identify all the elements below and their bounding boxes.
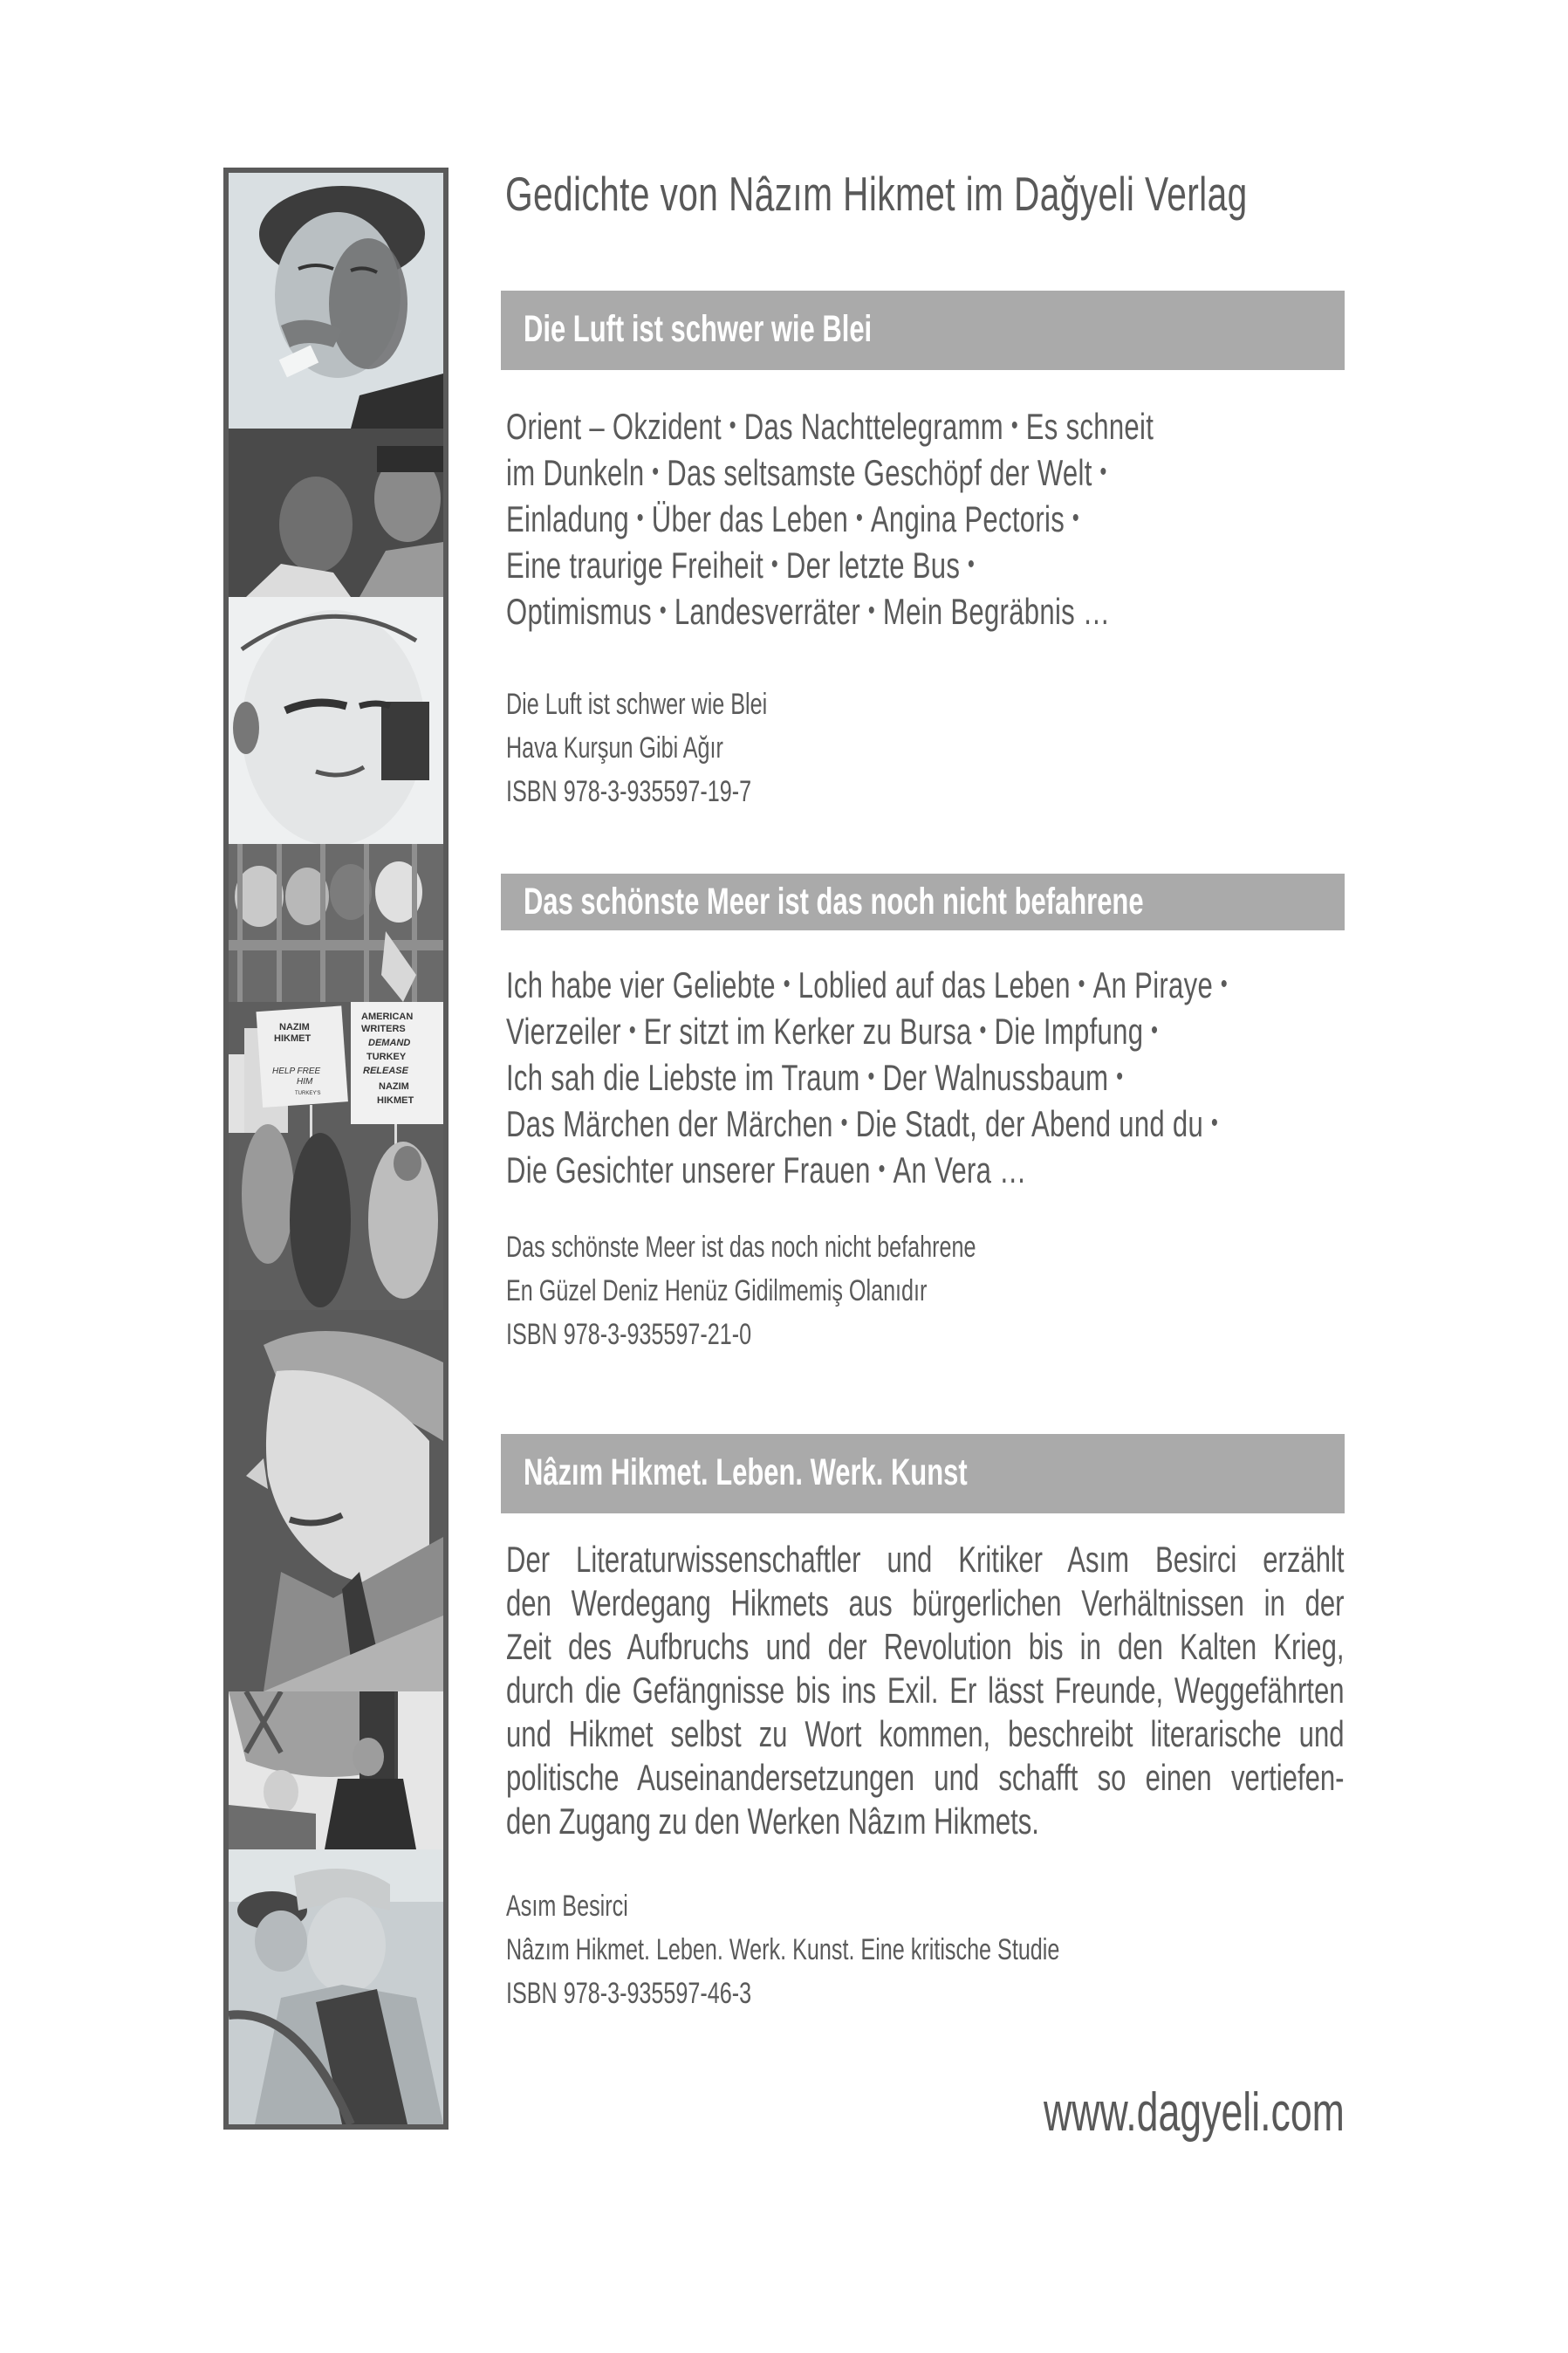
poem-title: Der Walnussbaum [882,1057,1109,1098]
book-header-1 [501,291,1345,370]
poem-title: Die Stadt, der Abend und du [855,1103,1204,1144]
publisher-website-link[interactable] [992,2082,1345,2143]
poem-line [506,591,1379,637]
poem-title: Das seltsamste Geschöpf der Welt [667,452,1092,493]
page-title-text: Gedichte von Nâzım Hikmet im Dağyeli Verlag [505,167,1248,221]
book-title-de: Die Luft ist schwer wie Blei [506,688,768,721]
page-title [505,166,1378,221]
poem-title: im Dunkeln [506,452,645,493]
book-author: Asım Besirci [506,1890,628,1923]
svg-text:HIM: HIM [297,1077,313,1087]
poem-title: Landesverräter [674,591,861,632]
poem-titles [506,1057,1131,1099]
svg-text:AMERICAN: AMERICAN [361,1012,414,1022]
bullet-separator-icon: • [867,596,876,625]
description-line: und Hikmet selbst zu Wort kommen, beschreibt literarische und [506,1713,1345,1754]
photo-rally-banner [229,1691,443,1849]
photo-prison-bars [229,844,443,1002]
description-line: den Zugang zu den Werken Nâzım Hikmets. [506,1801,1039,1842]
poem-line [506,1103,1379,1149]
poem-title: Das Nachttelegramm [743,406,1003,447]
svg-text:DEMAND: DEMAND [368,1038,411,1048]
book-header-text: Das schönste Meer ist das noch nicht befahrene [524,881,1144,923]
svg-text:WRITERS: WRITERS [361,1024,406,1034]
svg-text:RELEASE: RELEASE [363,1066,408,1076]
poem-title: An Vera … [893,1149,1027,1190]
book-title-tr: Hava Kurşun Gibi Ağır [506,731,723,765]
bullet-separator-icon: • [840,1108,848,1137]
poem-title: Eine traurige Freiheit [506,545,764,586]
photo-man-near-car [229,1849,443,2124]
poem-title: Ich habe vier Geliebte [506,964,776,1005]
book-header-text: Die Luft ist schwer wie Blei [524,308,873,350]
poem-line [506,1149,1379,1196]
bullet-separator-icon: • [628,1016,636,1045]
poem-title: Über das Leben [651,498,849,539]
book-title-de: Das schönste Meer ist das noch nicht befahrene [506,1231,976,1264]
svg-text:HELP FREE: HELP FREE [272,1067,321,1076]
poem-title: Mein Begräbnis … [882,591,1111,632]
book-description [506,1538,1345,1852]
book-meta-2 [506,1231,1379,1362]
bullet-separator-icon: • [1210,1108,1219,1137]
bullet-separator-icon: • [729,411,736,440]
poem-line [506,545,1379,591]
poem-titles [506,964,1236,1006]
poem-line [506,1011,1379,1057]
poem-list-1 [506,406,1379,637]
bullet-separator-icon: • [770,550,778,579]
bullet-separator-icon: • [636,504,644,532]
poem-title: Ich sah die Liebste im Traum [506,1057,860,1098]
svg-text:TURKEY: TURKEY [366,1052,407,1062]
poem-line [506,452,1379,498]
poem-title: Vierzeiler [506,1011,621,1052]
book-title-tr: En Güzel Deniz Henüz Gidilmemiş Olanıdır [506,1274,928,1307]
poem-line [506,406,1379,452]
poem-titles [506,591,1110,633]
svg-text:HIKMET: HIKMET [377,1095,414,1106]
book-meta-1 [506,688,1379,819]
poem-title: Loblied auf das Leben [798,964,1071,1005]
bullet-separator-icon: • [1078,970,1085,998]
photo-strip [223,168,448,2130]
description-line: Der Literaturwissenschaftler und Kritiker Asım Besirci erzählt [506,1539,1345,1580]
photo-protest-signs [229,1002,443,1310]
poem-line [506,964,1379,1011]
bullet-separator-icon: • [1116,1062,1124,1091]
book-header-text: Nâzım Hikmet. Leben. Werk. Kunst [524,1451,968,1493]
book-header-2 [501,874,1345,930]
poem-title: An Piraye [1092,964,1214,1005]
poem-title: Einladung [506,498,629,539]
bullet-separator-icon: • [783,970,791,998]
photo-portrait-smoking [229,173,443,429]
description-line: durch die Gefängnisse bis ins Exil. Er lässt Freunde, Weggefährten [506,1670,1345,1711]
bullet-separator-icon: • [1010,411,1018,440]
poem-titles [506,1149,1026,1191]
bullet-separator-icon: • [1072,504,1079,532]
poem-title: Es schneit [1025,406,1154,447]
poem-titles [506,1103,1226,1145]
book-meta-3 [506,1890,1379,2020]
bullet-separator-icon: • [855,504,864,532]
photo-profile-with-cap [229,1310,443,1691]
bullet-separator-icon: • [979,1016,987,1045]
bullet-separator-icon: • [878,1155,886,1183]
bullet-separator-icon: • [867,1062,875,1091]
bullet-separator-icon: • [652,457,660,486]
description-line: den Werdegang Hikmets aus bürgerlichen Verhältnissen in der [506,1582,1345,1623]
poem-titles [506,545,983,587]
bullet-separator-icon: • [659,596,667,625]
description-line: Zeit des Aufbruchs und der Revolution bis in den Kalten Krieg, [506,1626,1345,1667]
photo-man-and-woman [229,429,443,597]
bullet-separator-icon: • [1151,1016,1159,1045]
book-isbn: ISBN 978-3-935597-19-7 [506,775,752,808]
poem-title: Die Gesichter unserer Frauen [506,1149,871,1190]
poem-line [506,498,1379,545]
poem-titles [506,498,1087,540]
poem-title: Das Märchen der Märchen [506,1103,833,1144]
book-header-3 [501,1434,1345,1513]
poem-title: Angina Pectoris [870,498,1065,539]
poem-list-2 [506,964,1379,1196]
poem-line [506,1057,1379,1103]
poem-title: Optimismus [506,591,653,632]
publisher-url[interactable]: www.dagyeli.com [1044,2082,1345,2143]
book-title-full: Nâzım Hikmet. Leben. Werk. Kunst. Eine kritische Studie [506,1933,1060,1966]
bullet-separator-icon: • [968,550,976,579]
svg-text:NAZIM: NAZIM [379,1081,409,1092]
svg-text:NAZIM: NAZIM [279,1022,310,1032]
poem-title: Er sitzt im Kerker zu Bursa [643,1011,972,1052]
photo-shaved-head [229,597,443,844]
bullet-separator-icon: • [1099,457,1107,486]
description-line: politische Auseinandersetzungen und schafft so einen vertiefen- [506,1757,1345,1798]
svg-text:TURKEY'S: TURKEY'S [295,1091,321,1096]
poem-title: Die Impfung [994,1011,1144,1052]
poem-titles [506,452,1114,494]
poem-title: Der letzte Bus [785,545,961,586]
bullet-separator-icon: • [1220,970,1229,998]
book-isbn: ISBN 978-3-935597-46-3 [506,1977,752,2010]
poem-titles [506,1011,1166,1053]
poem-title: Orient – Okzident [506,406,722,447]
poem-titles [506,406,1154,448]
book-isbn: ISBN 978-3-935597-21-0 [506,1318,752,1351]
svg-text:HIKMET: HIKMET [274,1033,312,1044]
